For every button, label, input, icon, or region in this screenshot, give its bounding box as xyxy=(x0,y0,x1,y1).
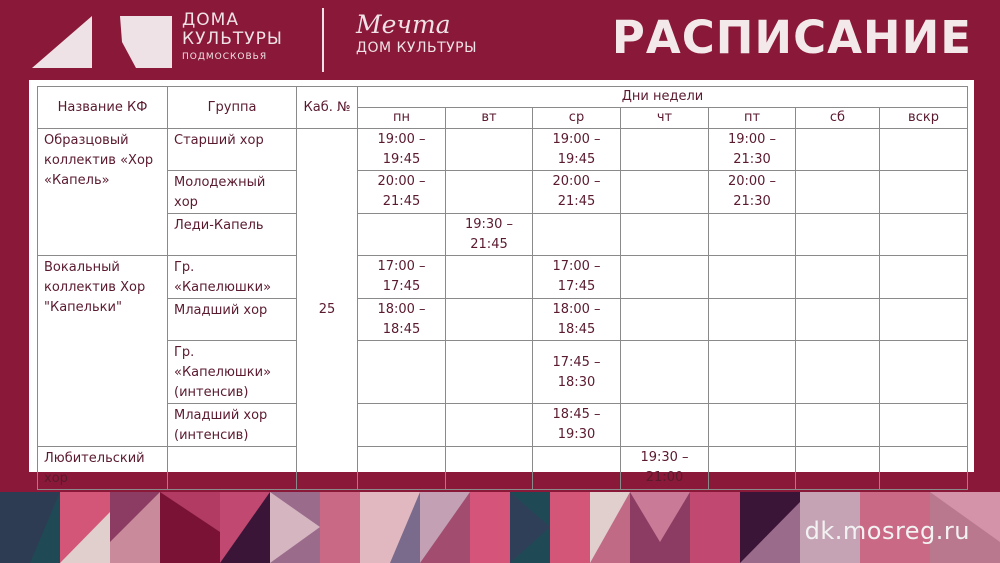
time-cell xyxy=(621,129,709,171)
time-cell xyxy=(446,404,533,447)
header-day-thu: чт xyxy=(621,108,709,129)
time-cell: 17:00 – 17:45 xyxy=(358,256,446,299)
venue-logo xyxy=(356,12,477,56)
time-cell xyxy=(621,171,709,214)
time-cell xyxy=(796,404,880,447)
time-cell xyxy=(446,256,533,299)
header-day-wed: ср xyxy=(533,108,621,129)
time-cell xyxy=(621,214,709,256)
header-days: Дни недели xyxy=(358,87,968,108)
collective-name: Вокальный коллектив Хор "Капельки" xyxy=(38,256,168,447)
table-row xyxy=(38,214,968,256)
group-name: Гр. «Капелюшки» xyxy=(168,256,297,299)
time-cell xyxy=(796,256,880,299)
group-name xyxy=(168,447,297,490)
header-day-mon: пн xyxy=(358,108,446,129)
header-day-fri: пт xyxy=(709,108,796,129)
brand-logo-text xyxy=(182,12,283,62)
time-cell xyxy=(880,129,968,171)
time-cell xyxy=(621,299,709,341)
time-cell: 18:45 – 19:30 xyxy=(533,404,621,447)
time-cell xyxy=(796,299,880,341)
time-cell: 19:00 – 21:30 xyxy=(709,129,796,171)
time-cell xyxy=(446,447,533,490)
logo-divider xyxy=(322,8,324,72)
time-cell xyxy=(880,214,968,256)
time-cell xyxy=(358,404,446,447)
time-cell xyxy=(880,341,968,404)
time-cell xyxy=(621,256,709,299)
time-cell: 17:00 – 17:45 xyxy=(533,256,621,299)
group-name: Старший хор xyxy=(168,129,297,171)
site-url: dk.mosreg.ru xyxy=(804,517,970,545)
table-row xyxy=(38,447,968,490)
group-name: Молодежный хор xyxy=(168,171,297,214)
schedule-panel xyxy=(29,80,974,486)
time-cell: 20:00 – 21:45 xyxy=(533,171,621,214)
table-row xyxy=(38,256,968,299)
time-cell xyxy=(880,171,968,214)
time-cell xyxy=(358,341,446,404)
brand-line-2: КУЛЬТУРЫ xyxy=(182,29,283,49)
time-cell xyxy=(446,341,533,404)
header xyxy=(0,0,1000,80)
time-cell xyxy=(796,447,880,490)
header-group: Группа xyxy=(168,87,297,129)
brand-logo-icon xyxy=(32,12,172,70)
time-cell: 19:30 – 21:45 xyxy=(446,214,533,256)
time-cell: 19:00 – 19:45 xyxy=(358,129,446,171)
header-day-tue: вт xyxy=(446,108,533,129)
brand-line-1: ДОМА xyxy=(182,10,239,30)
time-cell: 18:00 – 18:45 xyxy=(358,299,446,341)
time-cell xyxy=(446,129,533,171)
time-cell xyxy=(709,299,796,341)
table-row xyxy=(38,299,968,341)
time-cell xyxy=(796,171,880,214)
group-name: Младший хор xyxy=(168,299,297,341)
time-cell xyxy=(358,447,446,490)
time-cell: 20:00 – 21:45 xyxy=(358,171,446,214)
time-cell xyxy=(709,214,796,256)
time-cell: 18:00 – 18:45 xyxy=(533,299,621,341)
table-row xyxy=(38,171,968,214)
time-cell xyxy=(709,256,796,299)
time-cell: 20:00 – 21:30 xyxy=(709,171,796,214)
time-cell xyxy=(709,404,796,447)
schedule-table xyxy=(37,86,968,490)
brand-line-3: ПОДМОСКОВЬЯ xyxy=(182,52,268,62)
venue-subtitle: ДОМ КУЛЬТУРЫ xyxy=(356,40,477,56)
time-cell xyxy=(533,447,621,490)
page-title: РАСПИСАНИЕ xyxy=(611,11,972,64)
time-cell xyxy=(796,129,880,171)
group-name: Младший хор (интенсив) xyxy=(168,404,297,447)
time-cell xyxy=(709,447,796,490)
time-cell: 17:45 – 18:30 xyxy=(533,341,621,404)
group-name: Гр. «Капелюшки» (интенсив) xyxy=(168,341,297,404)
time-cell xyxy=(621,341,709,404)
time-cell xyxy=(880,404,968,447)
header-day-sun: вскр xyxy=(880,108,968,129)
venue-script-name: Мечта xyxy=(356,10,451,39)
collective-name: Любительский хор xyxy=(38,447,168,490)
time-cell xyxy=(446,171,533,214)
collective-name: Образцовый коллектив «Хор «Капель» xyxy=(38,129,168,256)
time-cell xyxy=(880,256,968,299)
room-number: 25 xyxy=(297,129,358,490)
group-name: Леди-Капель xyxy=(168,214,297,256)
time-cell xyxy=(880,299,968,341)
header-day-sat: сб xyxy=(796,108,880,129)
time-cell xyxy=(709,341,796,404)
time-cell xyxy=(621,404,709,447)
table-row xyxy=(38,341,968,404)
header-room: Каб. № xyxy=(297,87,358,129)
time-cell xyxy=(796,214,880,256)
time-cell xyxy=(533,214,621,256)
time-cell xyxy=(358,214,446,256)
time-cell xyxy=(446,299,533,341)
time-cell xyxy=(880,447,968,490)
time-cell xyxy=(796,341,880,404)
header-name: Название КФ xyxy=(38,87,168,129)
time-cell: 19:30 – 21:00 xyxy=(621,447,709,490)
table-row xyxy=(38,129,968,171)
table-row xyxy=(38,404,968,447)
time-cell: 19:00 – 19:45 xyxy=(533,129,621,171)
